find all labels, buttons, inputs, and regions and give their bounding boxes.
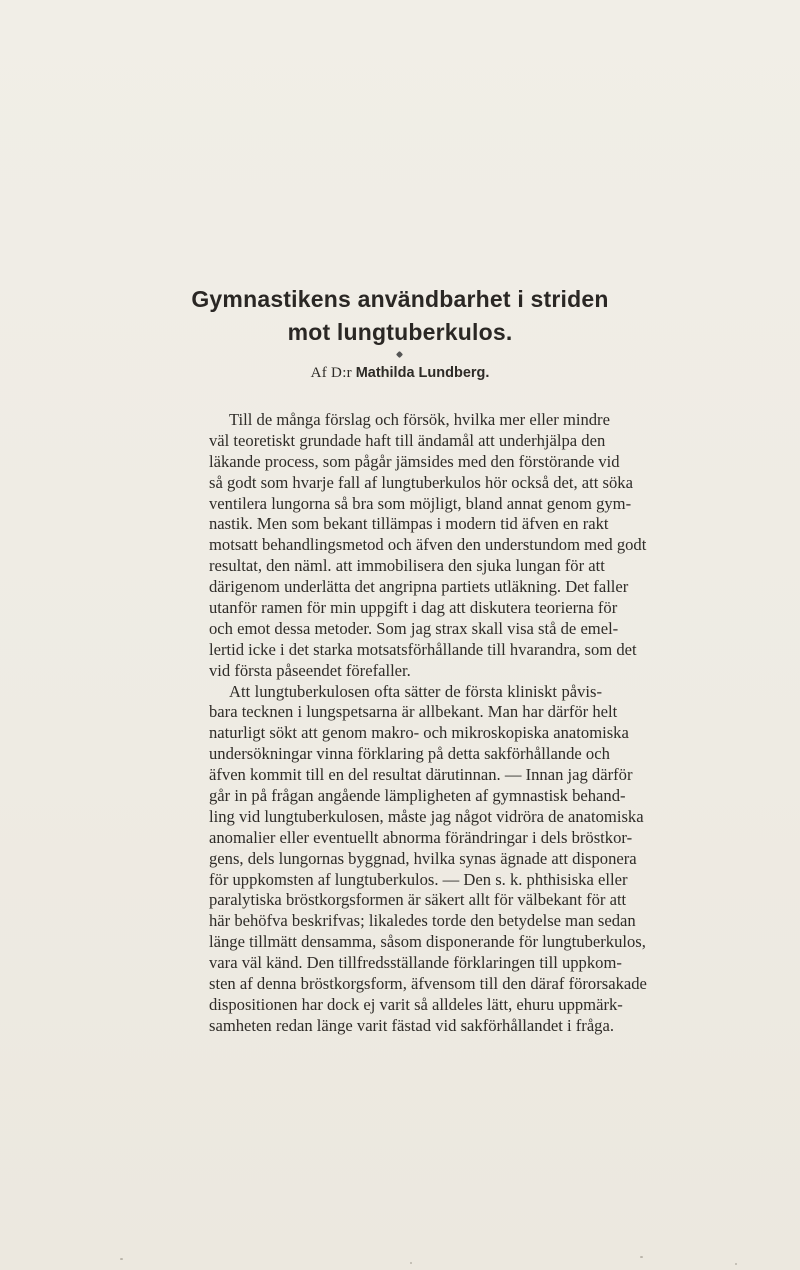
body-line: sten af denna bröstkorgsform, äfvensom till den däraf förorsakade [209,974,647,994]
body-line: Till de många förslag och försök, hvilka mer eller mindre [229,410,610,429]
paper-speck [735,1263,737,1265]
body-line: så godt som hvarje fall af lungtuberkulos hör också det, att söka [209,472,633,492]
body-line: motsatt behandlingsmetod och äfven den understundom med godt [209,535,647,555]
byline [0,365,800,382]
paper-speck [120,1258,123,1260]
body-line: går in på frågan angående lämpligheten af gymnastisk behand- [209,786,626,806]
body-line: gens, dels lungornas byggnad, hvilka synas ägnade att disponera [209,848,637,868]
body-line: bara tecknen i lungspetsarna är allbekant. Man har därför helt [209,702,618,722]
body-line: anomalier eller eventuellt abnorma förändringar i dels bröstkor- [209,827,633,847]
body-line: läkande process, som pågår jämsides med den förstörande vid [209,451,620,471]
body-line: nastik. Men som bekant tillämpas i modern tid äfven en rakt [209,514,609,534]
body-line: undersökningar vinna förklaring på detta sakförhållande och [209,744,610,764]
byline-prefix: Af D:r [310,365,352,381]
body-line: därigenom underlätta det angripna partiets utläkning. Det faller [209,577,629,597]
body-line: länge tillmätt densamma, såsom disponerande för lungtuberkulos, [209,932,646,952]
article-title-line1: Gymnastikens användbarhet i striden [191,286,609,312]
body-line: dispositionen har dock ej varit så alldeles lätt, ehuru uppmärk- [209,994,623,1014]
body-line: samheten redan länge varit fästad vid sakförhållandet i fråga. [209,1015,614,1035]
body-line: vara väl känd. Den tillfredsställande förklaringen till uppkom- [209,953,622,973]
body-line: paralytiska bröstkorgsformen är säkert allt för välbekant för att [209,890,627,910]
article-title-line2: mot lungtuberkulos. [287,319,513,345]
body-line: lertid icke i det starka motsatsförhållande till hvarandra, som det [209,639,637,659]
body-line: ventilera lungorna så bra som möjligt, bland annat genom gym- [209,493,632,513]
paper-speck [410,1262,412,1264]
body-line: resultat, den näml. att immobilisera den sjuka lungan för att [209,556,605,576]
body-line: naturligt sökt att genom makro- och mikroskopiska anatomiska [209,723,629,743]
body-line: Att lungtuberkulosen ofta sätter de första kliniskt påvis- [229,681,602,701]
body-line: vid första påseendet förefaller. [209,660,411,680]
body-line: och emot dessa metoder. Som jag strax skall visa stå de emel- [209,618,619,638]
body-line: utanför ramen för min uppgift i dag att diskutera teorierna för [209,598,618,618]
body-line: för uppkomsten af lungtuberkulos. — Den s. k. phthisiska eller [209,869,628,889]
body-line: väl teoretiskt grundade haft till ändamål att underhjälpa den [209,430,606,450]
paper-speck [640,1256,643,1258]
article-body [209,410,647,1037]
ornament-dot-icon [396,351,403,358]
body-line: här behöfva beskrifvas; likaledes torde den betydelse man sedan [209,911,636,931]
byline-author: Mathilda Lundberg. [355,365,490,381]
body-line: ling vid lungtuberkulosen, måste jag något vidröra de anatomiska [209,806,644,826]
body-line: äfven kommit till en del resultat därutinnan. — Innan jag därför [209,765,633,785]
